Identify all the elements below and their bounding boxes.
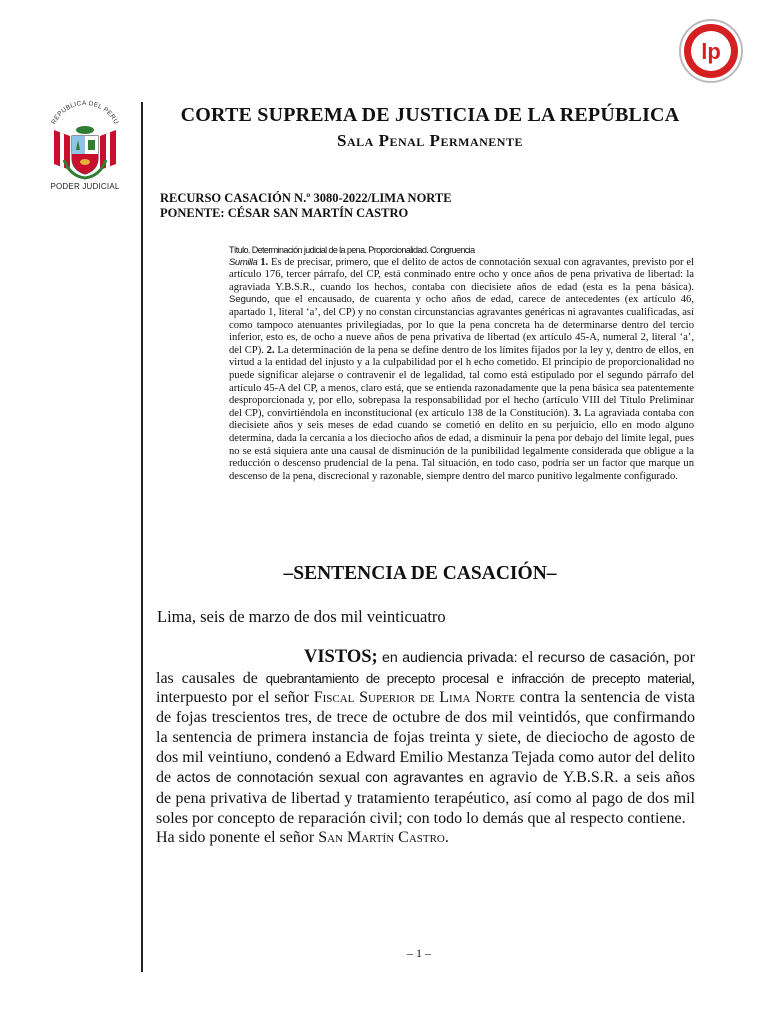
svg-text:REPUBLICA DEL PERU xyxy=(50,100,119,126)
court-title: CORTE SUPREMA DE JUSTICIA DE LA REPÚBLICA xyxy=(180,104,680,126)
body-s1: en audiencia privada: xyxy=(382,650,518,666)
body-s10: contra la sentencia de vista de fojas trescientos tres, de trece de octubre de dos mil veintidós, que confirmando la sentencia de primera instancia de fojas treinta y siete, de dieciocho de agosto de dos mil veintiuno, xyxy=(156,689,696,766)
ponente-c: . xyxy=(444,829,449,847)
sumilla-n2: 2. xyxy=(266,344,275,356)
body-s7: infracción de precepto material xyxy=(511,670,691,686)
lp-logo-text: lp xyxy=(701,39,721,64)
vistos-paragraph xyxy=(156,648,695,848)
case-number: RECURSO CASACIÓN N.º 3080-2022/LIMA NORTE xyxy=(160,191,452,205)
seal-top-text: REPUBLICA DEL PERU xyxy=(50,100,120,126)
sentencia-heading: –SENTENCIA DE CASACIÓN– xyxy=(283,563,557,584)
body-s4: , por las causales de xyxy=(156,649,696,687)
sumilla-n1: 1. xyxy=(260,256,269,268)
case-reference xyxy=(160,191,452,221)
sumilla-titulo: Título. Determinación judicial de la pena. Proporcionalidad. Congruencia xyxy=(229,245,475,255)
body-s3: recurso de casación xyxy=(537,650,666,666)
body-s2: el xyxy=(517,649,538,666)
sumilla-label: Sumilla xyxy=(229,256,258,268)
sumilla-t1b: , que el delito de actos de connotación sexual con agravantes, previsto por el artículo 176, tercer párrafo, del CP, está conminado entre ocho y once años de pena privativa de libertad: la agraviada Y.B.S.R., cuando los hechos, contaba con diecisiete años de edad (esta es la pena básica). xyxy=(229,256,695,293)
lp-logo xyxy=(678,18,744,84)
body-s12: a Edward Emilio Mestanza Tejada como autor del delito de xyxy=(156,748,695,787)
ponente-a: Ha sido ponente el señor xyxy=(156,829,319,847)
body-s9: Fiscal Superior de Lima Norte xyxy=(313,689,515,707)
ponente-name: San Martín Castro xyxy=(318,829,445,847)
sumilla-segundo: Segundo xyxy=(229,294,268,306)
chamber-subtitle: Sala Penal Permanente xyxy=(337,131,523,150)
body-s6: e xyxy=(488,669,512,687)
body-s14: en agravio de Y.B.S.R. a seis años de pena privativa de libertad y tratamiento terapéutico, así como al pago de dos mil soles por concepto de reparación civil; con todo lo demás que al respecto contiene. xyxy=(156,769,696,827)
vistos-label: VISTOS; xyxy=(304,647,378,667)
body-s8: , interpuesto por el señor xyxy=(156,669,695,707)
sumilla-t1c: , que el encausado, de cuarenta y ocho años de edad, carece de antecedentes (ex artículo 46, apartado 1, literal ‘a’, del CP) y no constan circunstancias agravantes genéricas ni agravantes cualificadas, así como tampoco atenuantes privilegiadas, por lo que la pena concreta ha de determinarse dentro del tercio inferior, esto es, de ocho a nueve años de pena privativa de libertad (ex artículo 45-A, numeral 2, literal ‘a’, del CP). xyxy=(229,294,694,356)
sumilla-block xyxy=(229,244,694,483)
sumilla-n3: 3. xyxy=(573,407,582,419)
sumilla-t3: La agraviada contaba con diecisiete años y seis meses de edad cuando se cometió en delito en su perjuicio, ello en modo alguno determina, dada la cercanía a los dieciocho años de edad, a disminuir la pena por debajo del límite legal, pues no se está siquiera ante una causal de disminución de la punibilidad legalmente considerada que obligue a la reducción o descenso prudencial de la pena. Tal situación, en todo caso, podría ser un factor que marque un descenso de la pena, discrecional y razonable, siempre dentro del marco punitivo legalmente configurado. xyxy=(229,407,694,482)
date-line: Lima, seis de marzo de dos mil veinticuatro xyxy=(157,607,446,626)
margin-rule xyxy=(141,102,143,972)
sumilla-text xyxy=(229,257,694,484)
body-s13: actos de connotación sexual con agravantes xyxy=(176,770,464,787)
body-s5: quebrantamiento de precepto procesal xyxy=(265,670,489,686)
seal-bottom-text: PODER JUDICIAL xyxy=(50,182,120,191)
body-s11: condenó xyxy=(276,749,331,766)
page-number: – 1 – xyxy=(407,946,431,960)
sumilla-t2: La determinación de la pena se define dentro de los límites fijados por la ley y, dentro de ellos, en virtud a la entidad del injusto y a la culpabilidad por el h echo cometido. El principio de proporcionalidad no puede significar alejarse o contravenir el de legalidad, tal como está estipulado por el segundo párrafo del artículo 45-A del CP, a menos, claro está, que se entienda razonadamente que la pena básica sea patentemente desproporcionada y, por ello, sobrepasa la responsabilidad por el hecho (artículo VIII del Título Preliminar del CP), convirtiéndola en inconstitucional (ex artículo 138 de la Constitución). xyxy=(229,344,694,419)
sumilla-primero: primero xyxy=(335,256,368,268)
sumilla-t1a: Es de precisar, xyxy=(270,256,333,268)
poder-judicial-seal xyxy=(40,100,130,195)
case-ponente: PONENTE: CÉSAR SAN MARTÍN CASTRO xyxy=(160,206,409,220)
